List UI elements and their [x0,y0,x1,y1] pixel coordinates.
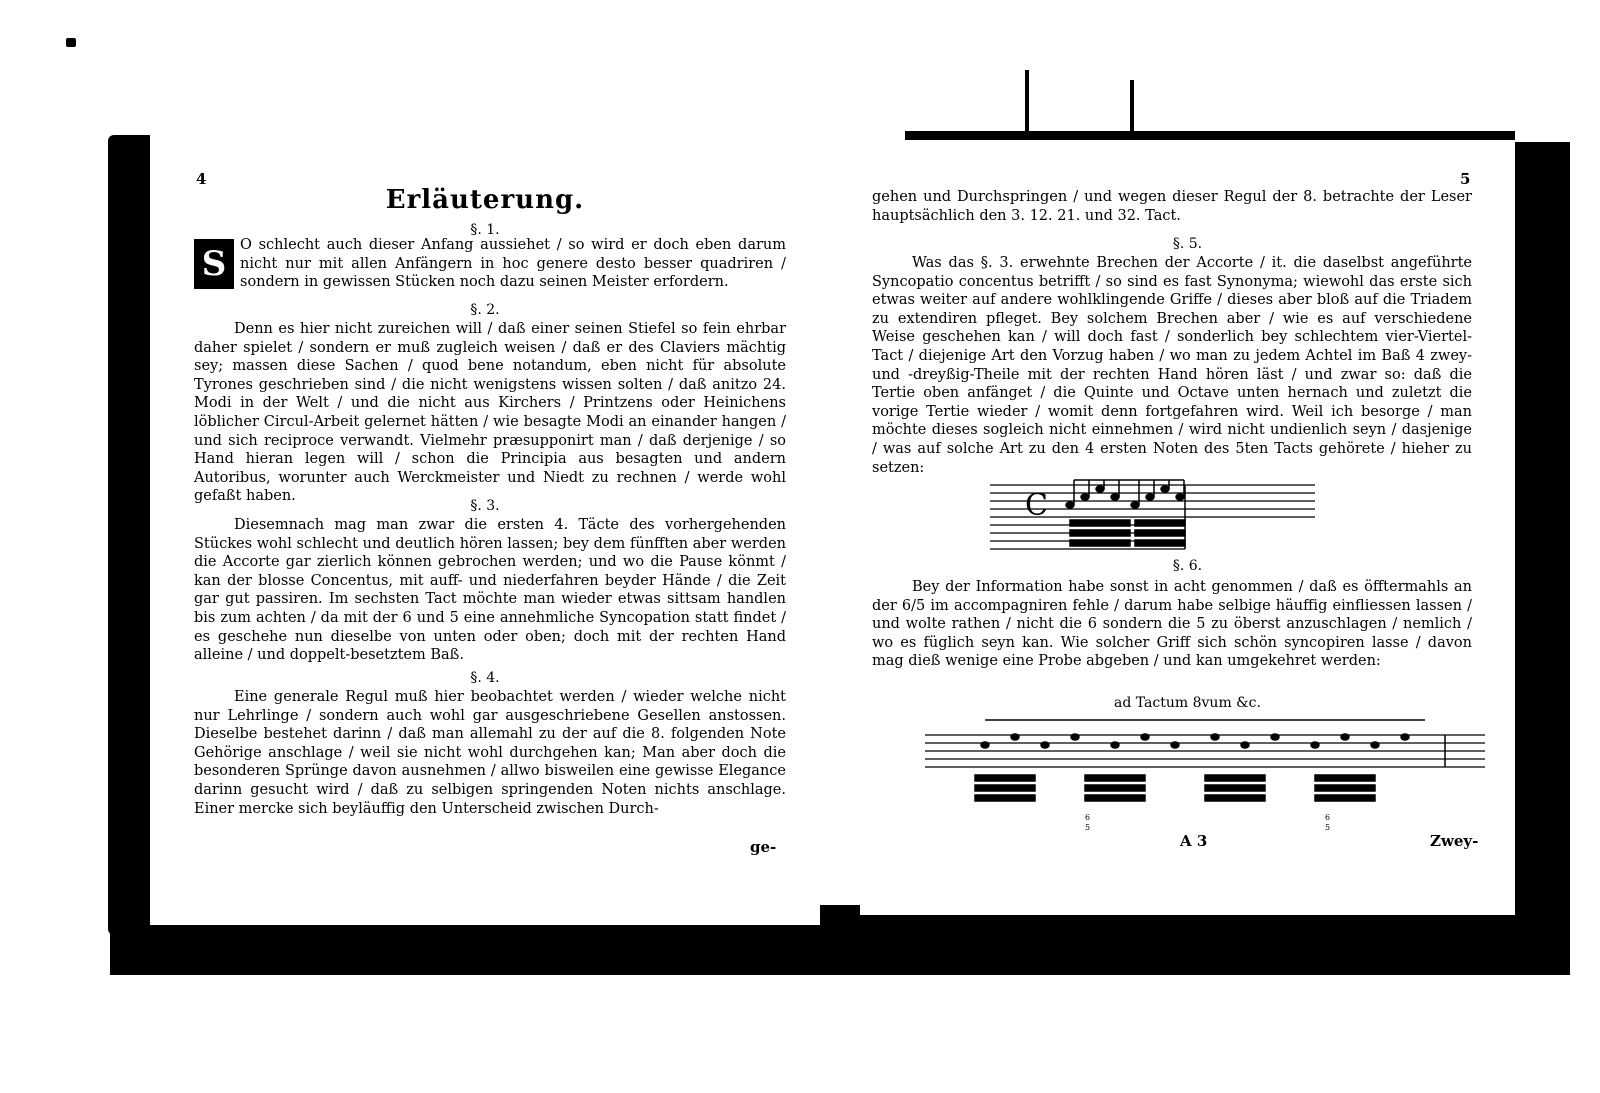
section-6-paragraph [872,578,1472,671]
section-heading: §. 6. [1172,558,1203,574]
section-3-text: Diesemnach mag man zwar die ersten 4. Täcte des vorhergehenden Stückes wohl schlecht und deutlich hören lassen; bey dem fünfften aber werden die Accorte gar zierlich können gebrochen werden; und wo die Pause könmt / kan der blosse Concentus, mit auff- und niederfahren beyder Hände / die Zeit gar gut passiren. Im sechsten Tact möchte man wieder etwas sittsam handlen bis zum achten / da mit der 6 und 5 eine annehmliche Syncopation statt findet / es geschehe nun dieselbe von unten oder oben; doch mit der rechten Hand alleine / und doppelt-besetztem Baß. [194,517,786,664]
signature-mark: A 3 [1180,832,1208,850]
bookmark-strip [1025,70,1029,136]
figured-bass: 6 [1325,813,1331,822]
figured-bass: 5 [1085,823,1091,832]
section-5-text: Was das §. 3. erwehnte Brechen der Accorte / it. die daselbst angeführte Syncopatio concentus betrifft / so sind es fast Synonyma; wiewohl das erste sich etwas weiter auf andere wohlklingende Griffe / dieses aber bloß auf die Triadem zu extendiren pfleget. Bey solchem Brechen aber / wie es auf verschiedene Weise geschehen kan / will doch fast / sonderlich bey schlechtem vier-Viertel-Tact / diejenige Art den Vorzug haben / wo man zu jedem Achtel im Baß 4 zwey- und -dreyßig-Theile mit der rechten Hand hören läst / und zwar so: daß die Tertie oben anfänget / die Quinte und Octave unten hernach und zuletzt die vorige Tertie wieder / womit denn fortgefahren wird. Weil ich besorge / man möchte dieses sogleich nicht einnehmen / wird nicht undienlich seyn / dasjenige / was auf solche Art zu den 4 ersten Noten des 5ten Tacts gehörete / hieher zu setzen: [872,255,1472,476]
figured-bass: 6 [1085,813,1091,822]
page-title: Erläuterung. [385,185,585,215]
section-heading: §. 3. [470,498,500,514]
section-2-paragraph [194,320,786,506]
section-1-text: O schlecht auch dieser Anfang aussiehet / so wird er doch eben darum nicht nur mit allen Anfängern in hoc genere desto besser quadriren / sondern in gewissen Stücken noch dazu seinen Meister erfordern. [240,237,786,291]
music-example-2 [925,715,1485,815]
section-4-paragraph [194,688,786,818]
section-heading: §. 2. [470,302,500,318]
bookmark-strip [1130,80,1134,136]
continuation-text: gehen und Durchspringen / und wegen dieser Regul der 8. betrachte der Leser hauptsächlich den 3. 12. 21. und 32. Tact. [872,189,1472,224]
catchword: Zwey- [1430,832,1479,850]
figured-bass: 5 [1325,823,1331,832]
section-heading: §. 5. [1172,236,1203,252]
section-3-paragraph [194,516,786,665]
right-page [860,140,1515,915]
page-number: 4 [196,170,207,188]
section-4-text: Eine generale Regul muß hier beobachtet werden / wieder welche nicht nur Lehrlinge / sondern auch wohl gar ausgeschriebene Gesellen anstossen. Dieselbe bestehet darinn / daß man allemahl zu der auf die 8. folgenden Note Gehörige anschlage / weil sie nicht wohl durchgehen kan; Man aber doch die besonderen Sprünge davon ausnehmen / allwo bisweilen eine gewisse Elegance darinn gesucht wird / daß zu selbigen springenden Noten nichts anschlage. Einer mercke sich beyläuffig den Unterscheid zwischen Durch- [194,689,786,817]
section-5-paragraph [872,254,1472,477]
section-heading: §. 4. [470,670,500,686]
music-example-1 [985,475,1315,560]
section-2-text: Denn es hier nicht zureichen will / daß einer seinen Stiefel so fein ehrbar daher spielet / sondern er muß zugleich weisen / daß er des Claviers mächtig sey; massen diese Sachen / quod bene notandum, eben nicht für absolute Tyrones geschrieben sind / die nicht wenigstens wissen solten / daß anitzo 24. Modi in der Welt / und die nicht aus Kirchers / Printzens oder Heinichens löblicher Circul-Arbeit gelernet hätten / wie besagte Modi an einander hangen / und sich reciproce verwandt. Vielmehr præsupponirt man / daß derjenige / so Hand hieran legen will / schon die Principia aus besagten und andern Autoribus, worunter auch Werckmeister und Niedt zu rechnen / werde wohl gefaßt haben. [194,321,786,505]
continuation-paragraph [872,188,1472,225]
music-caption: ad Tactum 8vum &c. [1114,695,1261,711]
decorated-initial: S [194,239,234,289]
section-heading: §. 1. [470,222,500,238]
page-number: 5 [1460,170,1471,188]
common-time-sign: C [1025,488,1048,523]
scan-mark [66,38,76,47]
left-page [150,130,820,925]
section-1-paragraph [194,236,786,292]
catchword: ge- [750,838,777,856]
section-6-text: Bey der Information habe sonst in acht genommen / daß es öfftermahls an der 6/5 im accompagniren fehle / darum habe selbige häuffig einfliessen lassen / und wolte rathen / nicht die 6 sondern die 5 zu öberst anzuschlagen / nemlich / wo es füglich seyn kan. Wie solcher Griff sich schön syncopiren lasse / davon mag dieß wenige eine Probe abgeben / und kan umgekehret werden: [872,579,1472,670]
book-edge-right [1510,142,1570,962]
